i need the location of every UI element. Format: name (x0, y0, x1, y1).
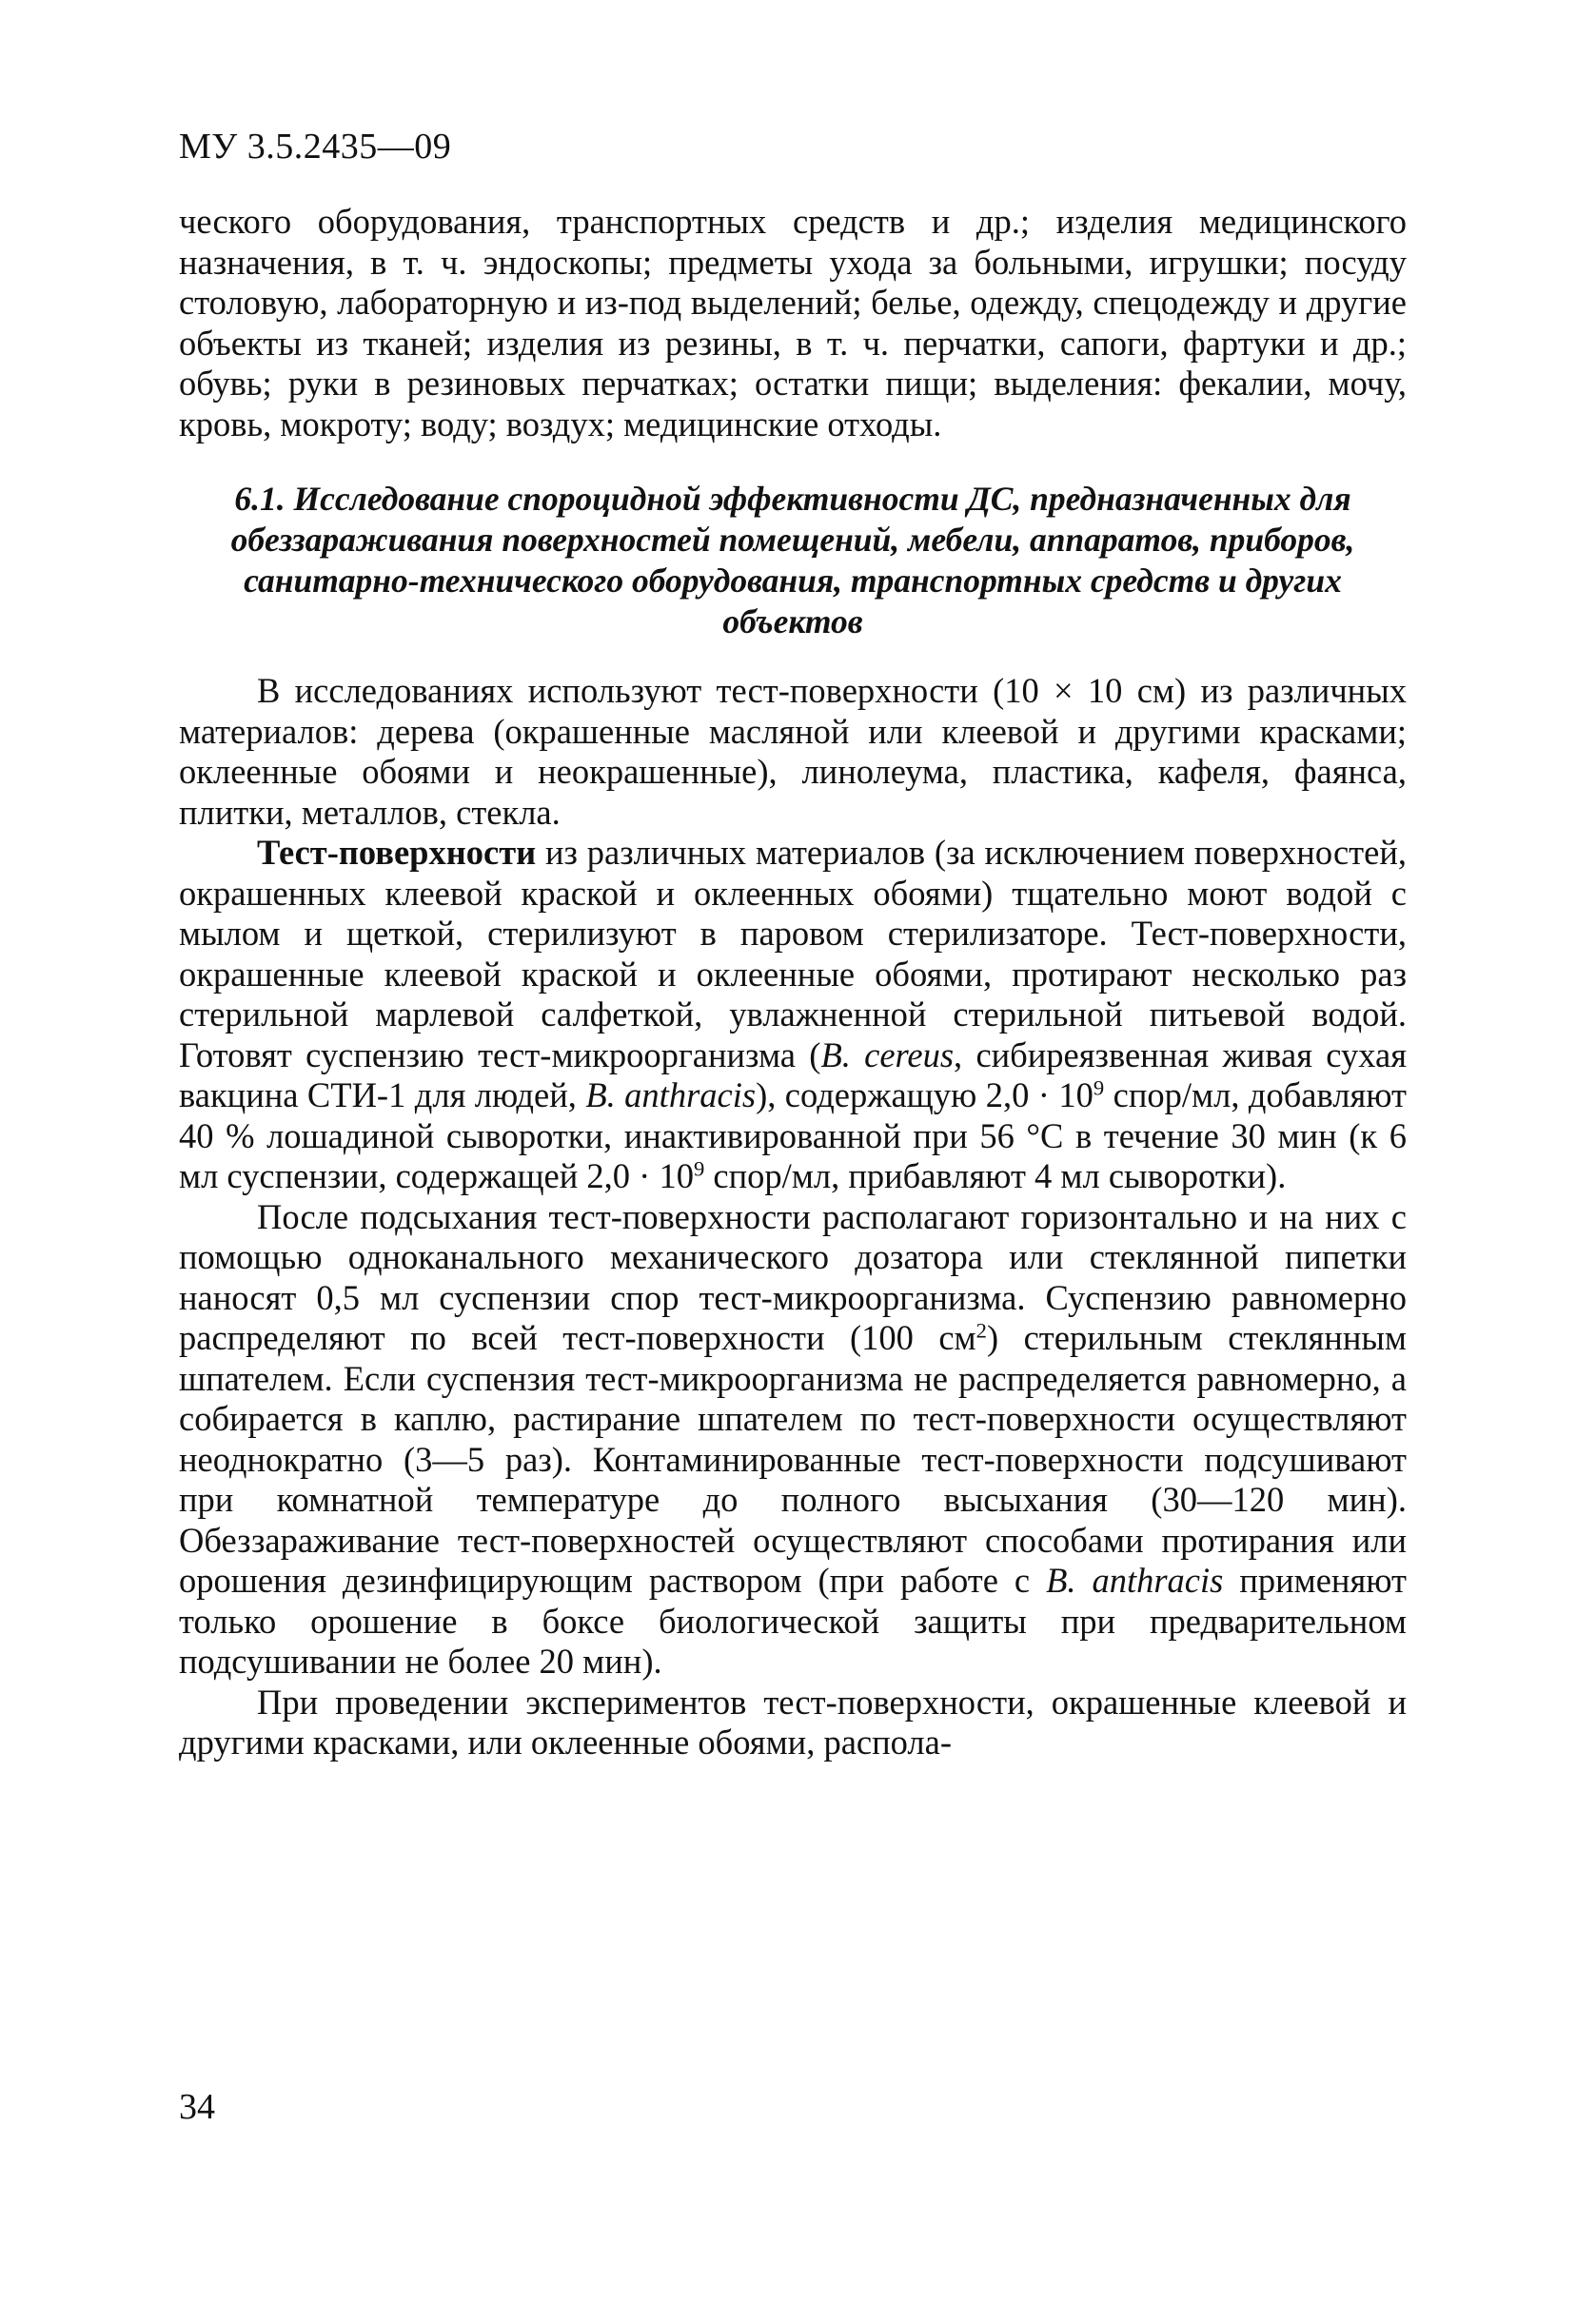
text-run: спор/мл, прибавляют 4 мл сыворотки). (704, 1156, 1287, 1195)
text-run: применяют только орошение в боксе биологической защиты при предварительном подсушивании не более 20 мин). (179, 1561, 1407, 1681)
paragraph-test-surfaces-preparation (179, 833, 1407, 1197)
text-run: из различных материалов (за исключением поверхностей, окрашенных клеевой краской и оклеенных обоями) тщательно моют водой с мылом и щеткой, стерилизуют в паровом стерилизаторе. Тест-поверхности, окрашенные клеевой краской и оклеенные обоями, протирают несколько раз стерильной марлевой салфеткой, увлажненной стерильной питьевой водой. Готовят суспензию тест-микроорганизма ( (179, 833, 1407, 1074)
exponent: 9 (1093, 1075, 1105, 1100)
species-name: B. anthracis (1046, 1561, 1224, 1600)
text-run: спор/мл, добавляют 40 % лошадиной сыворотки, инактивированной при 56 °С в течение 30 мин (к 6 мл суспензии, содержащей 2,0 · 10 (179, 1075, 1407, 1195)
text-run: После подсыхания тест-поверхности располагают горизонтально и на них с помощью одноканального механического дозатора или стеклянной пипетки наносят 0,5 мл суспензии спор тест-микроорганизма. Суспензию равномерно распределяют по всей тест-поверхности (100 см (179, 1196, 1407, 1357)
paragraph-experiments: При проведении экспериментов тест-поверхности, окрашенные клеевой и другими красками, или оклеенные обоями, распола- (179, 1682, 1407, 1762)
intro-paragraph: ческого оборудования, транспортных средств и др.; изделия медицинского назначения, в т. ч. эндоскопы; предметы ухода за больными, игрушки; посуду столовую, лабораторную и из-под выделений; белье, одежду, спецодежду и другие объекты из тканей; изделия из резины, в т. ч. перчатки, сапоги, фартуки и др.; обувь; руки в резиновых перчатках; остатки пищи; выделения: фекалии, мочу, кровь, мокроту; воду; воздух; медицинские отходы. (179, 202, 1407, 443)
section-heading: 6.1. Исследование спороцидной эффективности ДС, предназначенных для обеззараживания поверхностей помещений, мебели, аппаратов, приборов, санитарно-технического оборудования, транспортных средств и других объектов (230, 480, 1355, 640)
text-run: ), содержащую 2,0 · 10 (756, 1075, 1094, 1114)
paragraph-contamination-procedure (179, 1197, 1407, 1683)
species-name: B. anthracis (585, 1075, 757, 1114)
page-number: 34 (179, 2087, 215, 2127)
species-name: B. cereus (820, 1034, 955, 1074)
document-code: МУ 3.5.2435—09 (179, 127, 452, 167)
text-run: ) стерильным стеклянным шпателем. Если суспензия тест-микроорганизма не распределяется равномерно, а собирается в каплю, растирание шпателем по тест-поверхности осуществляют неоднократно (3—5 раз). Контаминированные тест-поверхности подсушивают при комнатной температуре до полного высыхания (30—120 мин). Обеззараживание тест-поверхностей осуществляют способами протирания или орошения дезинфицирующим раствором (при работе с (179, 1318, 1407, 1600)
bold-term: Тест-поверхности (257, 833, 537, 872)
exponent: 2 (975, 1318, 987, 1343)
exponent: 9 (693, 1156, 705, 1181)
text-run: , сибиреязвенная живая сухая вакцина СТИ-1 для людей, (179, 1034, 1407, 1114)
paragraph-test-surfaces-materials: В исследованиях используют тест-поверхности (10 × 10 см) из различных материалов: дерева (окрашенные масляной или клеевой и другими красками; оклеенные обоями и неокрашенные), линолеума, пластика, кафеля, фаянса, плитки, металлов, стекла. (179, 671, 1407, 832)
page-content (179, 202, 1407, 1763)
